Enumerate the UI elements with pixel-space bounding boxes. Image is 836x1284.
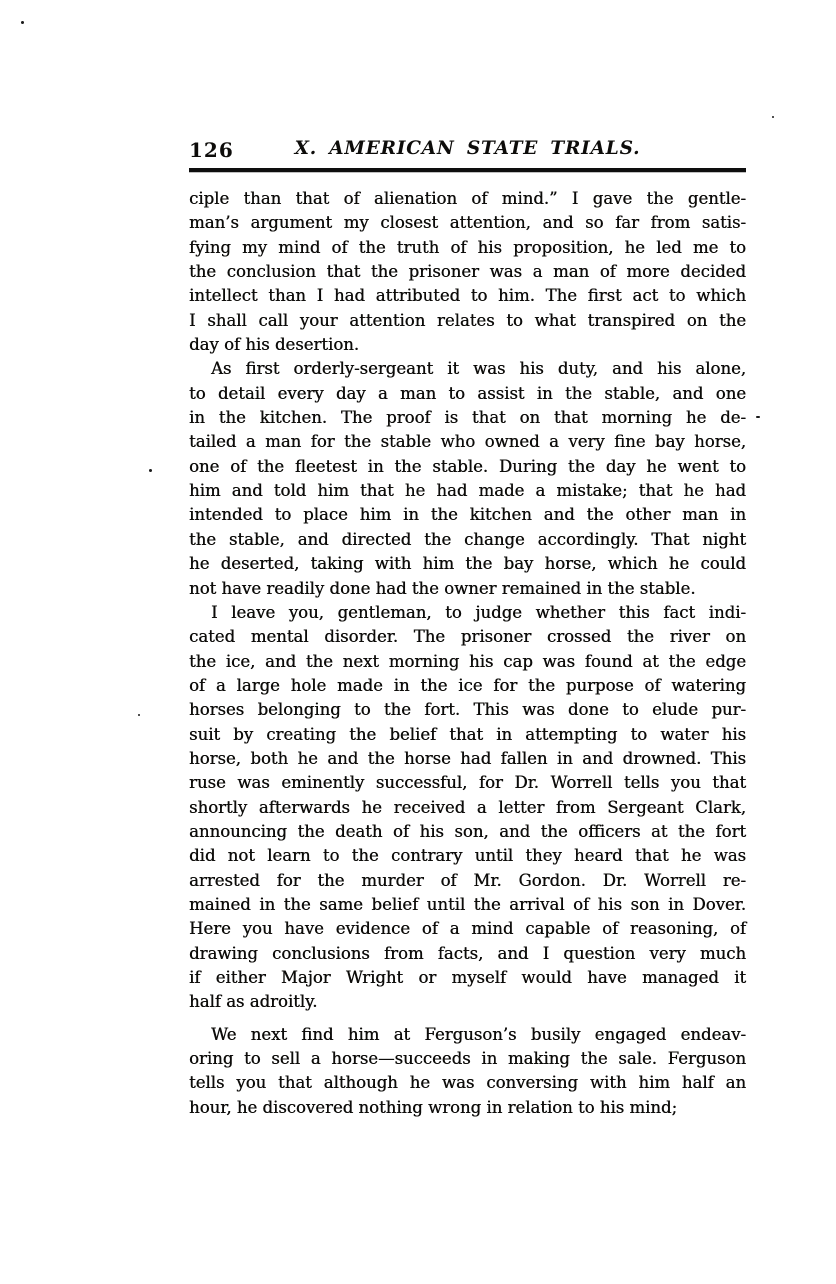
scan-speck bbox=[756, 416, 760, 418]
text-line: the stable, and directed the change accordingly. That night bbox=[189, 529, 746, 549]
text-line: hour, he discovered nothing wrong in relation to his mind; bbox=[189, 1097, 678, 1117]
text-line: I shall call your attention relates to what transpired on the bbox=[189, 310, 746, 330]
text-line: oring to sell a horse—succeeds in making the sale. Ferguson bbox=[189, 1049, 746, 1069]
text-line: intellect than I had attributed to him. The first act to which bbox=[189, 286, 746, 306]
scan-speck bbox=[772, 116, 774, 118]
text-line: ruse was eminently successful, for Dr. Worrell tells you that bbox=[189, 773, 746, 793]
text-line: As first orderly-sergeant it was his duty, and his alone, bbox=[211, 359, 746, 379]
text-line: We next find him at Ferguson’s busily engaged endeav- bbox=[211, 1024, 746, 1044]
text-line: not have readily done had the owner remained in the stable. bbox=[189, 578, 696, 598]
scan-speck bbox=[21, 21, 24, 24]
running-title: X. AMERICAN STATE TRIALS. bbox=[294, 138, 641, 159]
text-line: man’s argument my closest attention, and so far from satis- bbox=[189, 213, 746, 233]
text-line: horse, both he and the horse had fallen in and drowned. This bbox=[189, 748, 746, 768]
paragraph bbox=[189, 601, 746, 1015]
running-header bbox=[189, 138, 746, 164]
text-line: day of his desertion. bbox=[189, 335, 360, 355]
text-line: did not learn to the contrary until they heard that he was bbox=[189, 846, 746, 866]
paragraph bbox=[189, 187, 746, 357]
paragraph bbox=[189, 357, 746, 600]
text-line: tailed a man for the stable who owned a very fine bay horse, bbox=[189, 432, 746, 452]
text-line: he deserted, taking with him the bay horse, which he could bbox=[189, 554, 746, 574]
paragraph bbox=[189, 1023, 746, 1120]
text-line: to detail every day a man to assist in the stable, and one bbox=[189, 383, 746, 403]
header-rule bbox=[189, 168, 746, 172]
text-line: if either Major Wright or myself would have managed it bbox=[189, 968, 746, 987]
text-line: I leave you, gentleman, to judge whether this fact indi- bbox=[211, 602, 746, 622]
text-line: drawing conclusions from facts, and I question very much bbox=[189, 943, 746, 963]
text-line: cated mental disorder. The prisoner crossed the river on bbox=[189, 627, 746, 647]
text-line: ciple than that of alienation of mind.” I gave the gentle- bbox=[189, 189, 746, 208]
text-line: fying my mind of the truth of his proposition, he led me to bbox=[189, 237, 746, 257]
text-line: suit by creating the belief that in attempting to water his bbox=[189, 724, 746, 744]
text-line: of a large hole made in the ice for the purpose of watering bbox=[189, 675, 746, 695]
text-line: tells you that although he was conversing with him half an bbox=[189, 1073, 746, 1093]
text-line: half as adroitly. bbox=[189, 992, 318, 1012]
scan-speck bbox=[149, 469, 152, 472]
text-line: the ice, and the next morning his cap was found at the edge bbox=[189, 651, 746, 671]
text-line: shortly afterwards he received a letter from Sergeant Clark, bbox=[189, 797, 746, 817]
page-number: 126 bbox=[189, 138, 234, 162]
text-line: mained in the same belief until the arrival of his son in Dover. bbox=[189, 894, 746, 914]
scan-speck bbox=[138, 714, 140, 716]
text-line: arrested for the murder of Mr. Gordon. Dr. Worrell re- bbox=[189, 870, 746, 890]
text-line: him and told him that he had made a mistake; that he had bbox=[189, 481, 746, 501]
text-line: the conclusion that the prisoner was a man of more decided bbox=[189, 262, 746, 282]
text-line: Here you have evidence of a mind capable of reasoning, of bbox=[189, 919, 746, 939]
text-line: horses belonging to the fort. This was done to elude pur- bbox=[189, 700, 746, 720]
text-column bbox=[189, 138, 746, 1120]
text-line: in the kitchen. The proof is that on that morning he de- bbox=[189, 408, 746, 428]
text-line: intended to place him in the kitchen and the other man in bbox=[189, 505, 746, 525]
text-line: one of the fleetest in the stable. During the day he went to bbox=[189, 456, 746, 476]
text-line: announcing the death of his son, and the officers at the fort bbox=[189, 821, 746, 841]
page-body bbox=[189, 187, 746, 1120]
